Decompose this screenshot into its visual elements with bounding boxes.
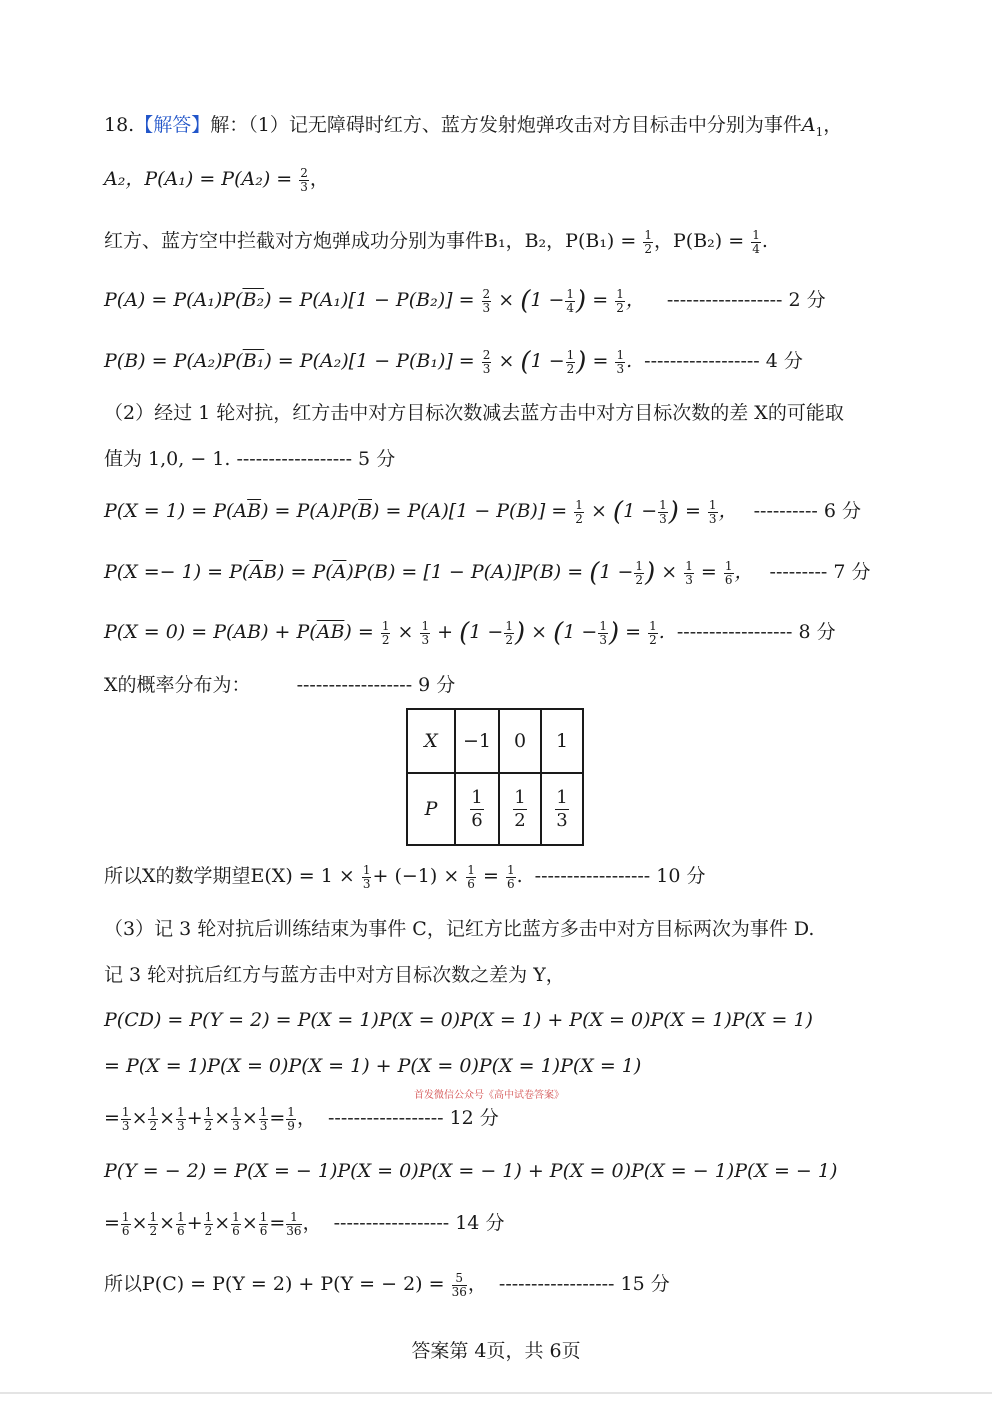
- part3-intro: （3）记 3 轮对抗后训练结束为事件 C，记红方比蓝方多击中对方目标两次为事件 D.: [104, 918, 815, 940]
- pb-score: ------------------ 4 分: [644, 350, 803, 372]
- bottom-divider: [0, 1392, 992, 1394]
- b2-complement: B₂: [242, 289, 265, 311]
- pcd-line1: P(CD) = P(Y = 2) = P(X = 1)P(X = 0)P(X = 1) + P(X = 0)P(X = 1)P(X = 1): [104, 1009, 813, 1031]
- pc-score: ------------------ 15 分: [498, 1273, 670, 1295]
- pc-result: $\frac{5}{36}$: [451, 1270, 467, 1299]
- part1-intercept-line: 红方、蓝方空中拦截对方炮弹成功分别为事件B₁，B₂，P(B₁) = $\frac{1}{2}$ ，P(B₂) = $\frac{1}{4}$ .: [104, 227, 768, 256]
- pcd-line2: = P(X = 1)P(X = 0)P(X = 1) + P(X = 0)P(X = 1)P(X = 1): [104, 1055, 642, 1077]
- pb-frac-b: $\frac{1}{2}$: [566, 347, 575, 376]
- table-cell: −1: [455, 709, 499, 773]
- expect-result: $\frac{1}{6}$: [506, 862, 515, 891]
- table-cell: 0: [499, 709, 541, 773]
- p-b2-text: ，P(B₂) =: [654, 230, 745, 252]
- part1-events-line: A₂，P(A₁) = P(A₂) = $\frac{2}{3}$ ，: [104, 165, 329, 194]
- problem-number: 18.: [104, 114, 135, 136]
- p-hit-fraction: $\frac{2}{3}$: [300, 165, 308, 194]
- dist-score: ------------------ 9 分: [296, 674, 456, 696]
- pb-frac-a: $\frac{2}{3}$: [482, 347, 491, 376]
- b1-complement: B₁: [242, 350, 265, 372]
- pb-equation: P(B) = P(A₂)P(B₁) = P(A₂)[1 − P(B₁)] = $\frac{2}{3}$ × (1 − $\frac{1}{2}$ ) = $\frac{1}{3}$ . ------------------ 4 分: [104, 347, 803, 377]
- answer-tag: 【解答】: [134, 114, 211, 136]
- table-cell: $\frac{1}{3}$: [541, 773, 583, 845]
- distribution-table: [406, 708, 584, 846]
- part1-intro-line: 18.【解答】解：（1）记无障碍时红方、蓝方发射炮弹攻击对方目标击中分别为事件$A_1$，: [104, 114, 843, 139]
- pcd-line3: = $\frac{1}{3}$ × $\frac{1}{2}$ × $\frac{1}{3}$ + $\frac{1}{2}$ × $\frac{1}{3}$ × $\frac{1}{3}$ = $\frac{1}{9}$ ， ------------------ 12 分: [104, 1104, 499, 1133]
- dist-label: X的概率分布为：: [104, 674, 251, 696]
- table-row: [407, 709, 583, 773]
- part2-intro: （2）经过 1 轮对抗，红方击中对方目标次数减去蓝方击中对方目标次数的差 X的可能取: [104, 402, 844, 424]
- table-row: [407, 773, 583, 845]
- event-a1: A: [801, 114, 816, 136]
- watermark: 首发微信公众号《高中试卷答案》: [414, 1090, 564, 1101]
- pym2-line2: = $\frac{1}{6}$ × $\frac{1}{2}$ × $\frac{1}{6}$ + $\frac{1}{2}$ × $\frac{1}{6}$ × $\frac{1}{6}$ = $\frac{1}{36}$ ， ------------------ 14 分: [104, 1209, 505, 1238]
- pym2-score: ------------------ 14 分: [333, 1212, 505, 1234]
- pa-result: $\frac{1}{2}$: [616, 286, 624, 315]
- pa-frac-b: $\frac{1}{4}$: [566, 286, 575, 315]
- p-b2-fraction: $\frac{1}{4}$: [752, 227, 760, 256]
- pb-mid: ) = P(A₂)[1 − P(B₁)] =: [264, 350, 475, 372]
- px1-score: ---------- 6 分: [753, 500, 861, 522]
- pa-equation: P(A) = P(A₁)P(B₂) = P(A₁)[1 − P(B₂)] = $\frac{2}{3}$ × (1 − $\frac{1}{4}$ ) = $\frac{1}{2}$ ， ------------------ 2 分: [104, 286, 826, 316]
- part1-intro: 解：（1）记无障碍时红方、蓝方发射炮弹攻击对方目标击中分别为事件: [210, 114, 802, 136]
- pc-line: 所以P(C) = P(Y = 2) + P(Y = − 2) = $\frac{5}{36}$ ， ------------------ 15 分: [104, 1270, 670, 1299]
- pb-lhs: P(B) = P(A₂)P(: [104, 350, 243, 372]
- pc-prefix: 所以P(C) = P(Y = 2) + P(Y = − 2) =: [104, 1273, 445, 1295]
- table-cell: $\frac{1}{2}$: [499, 773, 541, 845]
- intercept-text: 红方、蓝方空中拦截对方炮弹成功分别为事件B₁，B₂，P(B₁) =: [104, 230, 637, 252]
- pcd-score: ------------------ 12 分: [327, 1107, 499, 1129]
- pb-result: $\frac{1}{3}$: [616, 347, 625, 376]
- pym2-line1: P(Y = − 2) = P(X = − 1)P(X = 0)P(X = − 1) + P(X = 0)P(X = − 1)P(X = − 1): [104, 1160, 838, 1182]
- part3-y-def: 记 3 轮对抗后红方与蓝方击中对方目标次数之差为 Y，: [104, 964, 565, 986]
- expect-score: ------------------ 10 分: [534, 865, 706, 887]
- expect-prefix: 所以X的数学期望E(X) = 1 ×: [104, 865, 355, 887]
- table-cell: 1: [541, 709, 583, 773]
- pa-frac-a: $\frac{2}{3}$: [482, 286, 491, 315]
- pxm1-score: --------- 7 分: [769, 561, 871, 583]
- px1-equation: $P(X = 1) = P(A\overline{B}) = P(A)P(\overline{B}) = P(A)[1 - P(B)]$ = $\frac{1}{2}$ × (1 − $\frac{1}{3}$ ) = $\frac{1}{3}$ ， ---------- 6 分: [104, 497, 861, 527]
- events-line: A₂，P(A₁) = P(A₂) =: [104, 168, 293, 190]
- dist-label-line: [104, 670, 455, 700]
- part2-values: 值为 1,0, − 1. ------------------ 5 分: [104, 448, 396, 470]
- table-cell: P: [407, 773, 455, 845]
- expect-mid: + (−1) ×: [372, 865, 460, 887]
- pa-mid: ) = P(A₁)[1 − P(B₂)] =: [264, 289, 475, 311]
- px0-score: ------------------ 8 分: [676, 621, 836, 643]
- expectation-line: 所以X的数学期望E(X) = 1 × $\frac{1}{3}$ + (−1) × $\frac{1}{6}$ = $\frac{1}{6}$ . ------------------ 10 分: [104, 862, 706, 891]
- p-b1-fraction: $\frac{1}{2}$: [644, 227, 652, 256]
- table-cell: X: [407, 709, 455, 773]
- page-footer: 答案第 4页，共 6页: [411, 1340, 581, 1362]
- table-cell: $\frac{1}{6}$: [455, 773, 499, 845]
- pxm1-equation: $P(X =- 1) = P(\overline{A}B) = P(\overline{A})P(B) = [1 - P(A)]P(B) = (1$ − $\frac{1}{2}$ ) × $\frac{1}{3}$ = $\frac{1}{6}$ ， --------- 7 分: [104, 558, 871, 588]
- pa-score: ------------------ 2 分: [666, 289, 826, 311]
- pa-lhs: P(A) = P(A₁)P(: [104, 289, 243, 311]
- px0-equation: $P(X = 0) = P(AB) + P(\overline{AB})$ = $\frac{1}{2}$ × $\frac{1}{3}$ + (1 − $\frac{1}{2}$ ) × (1 − $\frac{1}{3}$ ) = $\frac{1}{2}$ . ------------------ 8 分: [104, 618, 836, 648]
